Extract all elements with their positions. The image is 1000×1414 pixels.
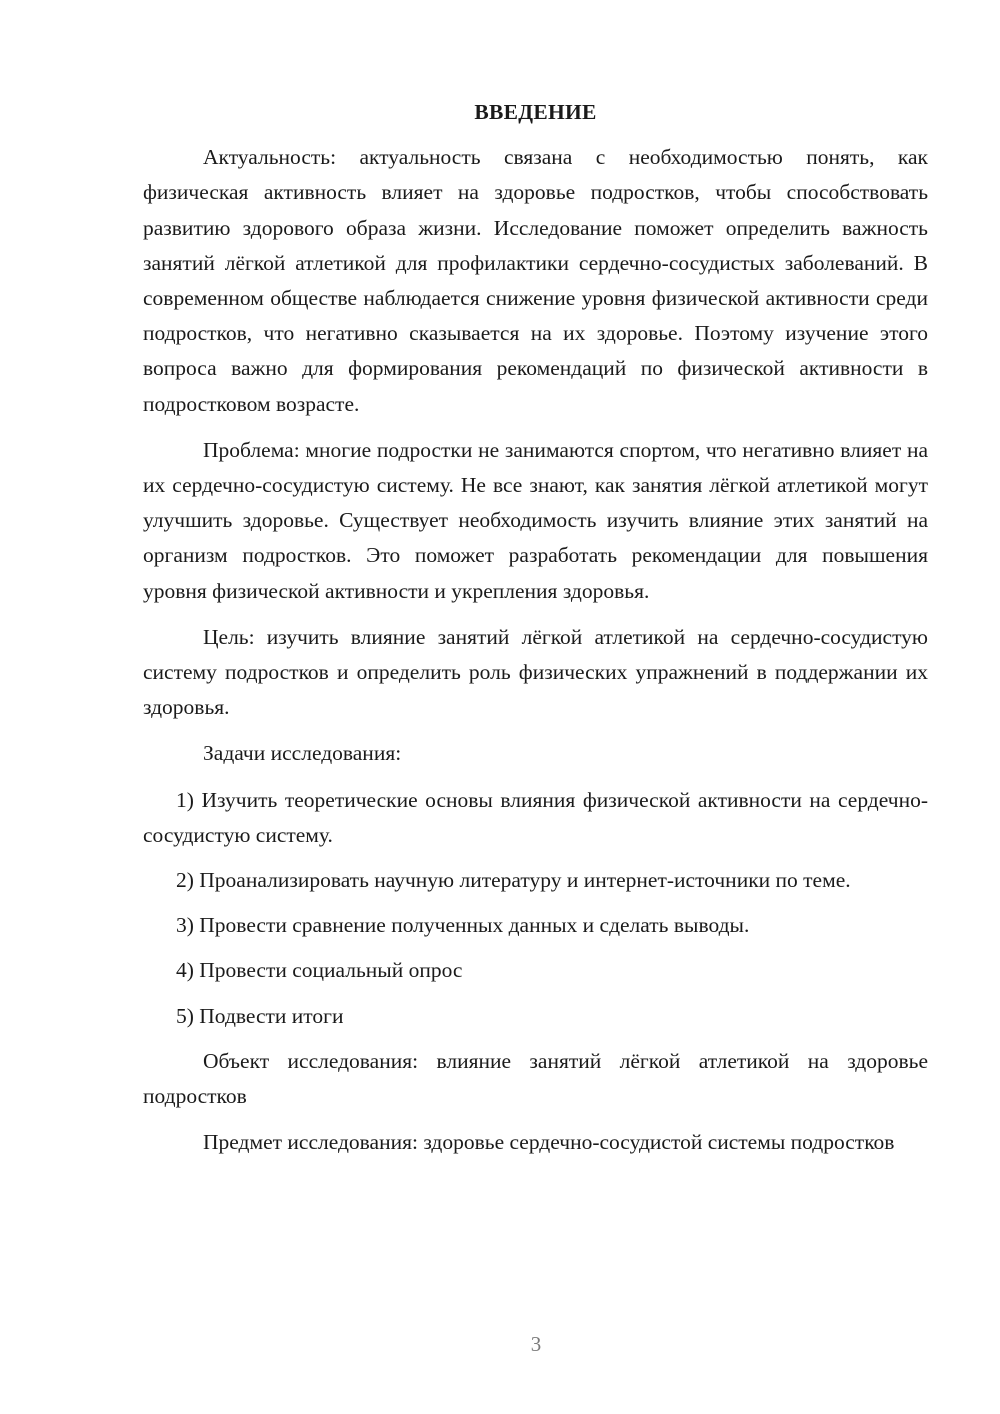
research-subject-paragraph: Предмет исследования: здоровье сердечно-сосудистой системы подростков — [203, 1130, 895, 1155]
task-item: 3) Провести сравнение полученных данных и сделать выводы. — [176, 913, 750, 938]
relevance-paragraph: Актуальность: актуальность связана с необходимостью понять, как физическая активность влияет на здоровье подростков, чтобы способствовать развитию здорового образа жизни. Исследование поможет определить важность занятий лёгкой атлетикой для профилактики сердечно-сосудистых заболеваний. В современном обществе наблюдается снижение уровня физической активности среди подростков, что негативно сказывается на их здоровье. Поэтому изучение этого вопроса важно для формирования рекомендаций по физической активности в подростковом возрасте. — [143, 145, 928, 416]
tasks-heading: Задачи исследования: — [203, 741, 402, 766]
task-item: 2) Проанализировать научную литературу и интернет-источники по теме. — [176, 868, 851, 893]
task-item: 1) Изучить теоретические основы влияния физической активности на сердечно-сосудистую систему. — [143, 787, 928, 847]
task-item: 4) Провести социальный опрос — [176, 958, 463, 983]
goal-paragraph: Цель: изучить влияние занятий лёгкой атлетикой на сердечно-сосудистую систему подростков и определить роль физических упражнений в поддержании их здоровья. — [143, 624, 928, 720]
tasks-list — [143, 783, 928, 1034]
task-item: 5) Подвести итоги — [176, 1003, 344, 1028]
section-title: ВВЕДЕНИЕ — [474, 100, 597, 124]
problem-paragraph: Проблема: многие подростки не занимаются спортом, что негативно влияет на их сердечно-сосудистую систему. Не все знают, как занятия лёгкой атлетикой могут улучшить здоровье. Существует необходимость изучить влияние этих занятий на организм подростков. Это поможет разработать рекомендации для повышения уровня физической активности и укрепления здоровья. — [143, 437, 928, 603]
page-number: 3 — [530, 1332, 542, 1356]
research-object-paragraph: Объект исследования: влияние занятий лёгкой атлетикой на здоровье подростков — [143, 1048, 928, 1109]
page-body — [143, 95, 928, 1171]
